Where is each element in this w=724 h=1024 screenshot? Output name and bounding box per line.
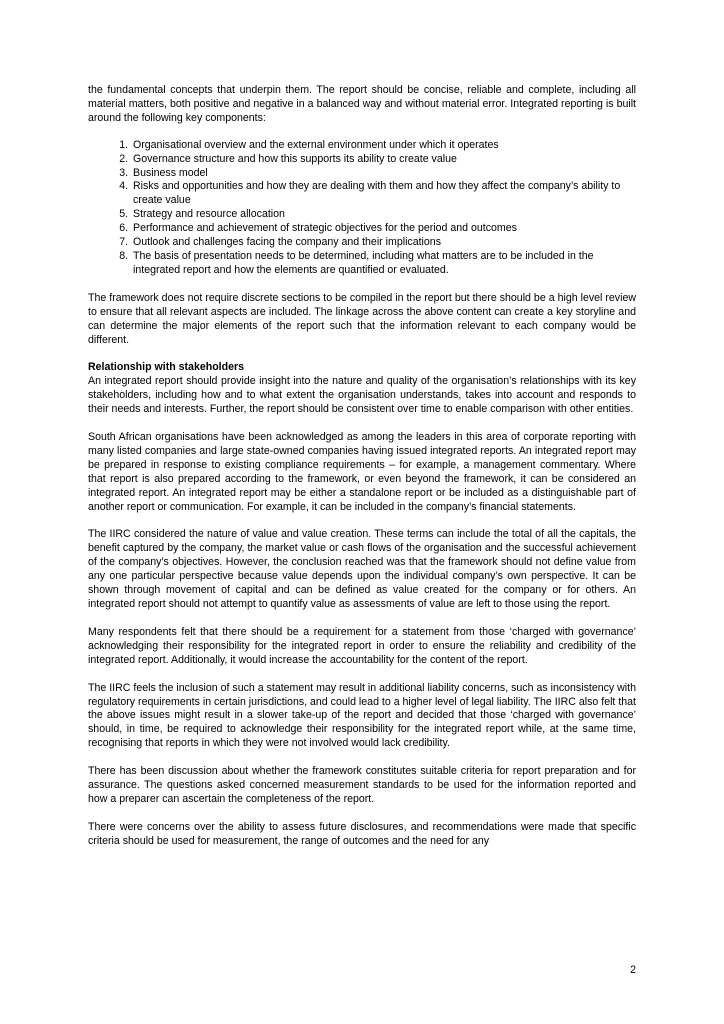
south-africa-paragraph: South African organisations have been acknowledged as among the leaders in this area of corporate reporting with many listed companies and large state-owned companies having issued integrated reports. An integrated report may be prepared in response to existing compliance requirements – for example, a management commentary. Where that report is also prepared according to the framework, or even beyond the framework, it can be considered an integrated report. An integrated report may be either a standalone report or be included as a distinguishable part of another report or communication. For example, it can be included in the company’s financial statements. [88, 431, 636, 513]
list-item: 2. Governance structure and how this supports its ability to create value [131, 153, 636, 167]
intro-paragraph: the fundamental concepts that underpin them. The report should be concise, reliable and complete, including all material matters, both positive and negative in a balanced way and without material error. Integrated reporting is built around the following key components: [88, 84, 636, 124]
list-item: 8. The basis of presentation needs to be determined, including what matters are to be included in the integrated report and how the elements are quantified or evaluated. [131, 250, 636, 278]
list-item: 3. Business model [131, 167, 636, 181]
list-item: 4. Risks and opportunities and how they are dealing with them and how they affect the company’s ability to create value [131, 180, 636, 208]
list-item: 7. Outlook and challenges facing the company and their implications [131, 236, 636, 250]
iirc-value-paragraph: The IIRC considered the nature of value and value creation. These terms can include the total of all the capitals, the benefit captured by the company, the market value or cash flows of the organisation and the successful achievement of the company’s objectives. However, the conclusion reached was that the framework should not define value from any one particular perspective because value depends upon the individual company’s own perspective. It can be shown through movement of capital and can be defined as value created for the company or for others. An integrated report should not attempt to quantify value as assessments of value are left to those using the report. [88, 528, 636, 610]
section-heading: Relationship with stakeholders [88, 361, 244, 374]
respondents-paragraph: Many respondents felt that there should be a requirement for a statement from those ‘charged with governance’ acknowledging their responsibility for the integrated report in order to ensure the reliability and credibility of the integrated report. Additionally, it would increase the accountability for the content of the report. [88, 625, 636, 666]
iirc-liability-paragraph: The IIRC feels the inclusion of such a statement may result in additional liability concerns, such as inconsistency with regulatory requirements in certain jurisdictions, and could lead to a higher level of legal liability. The IIRC also felt that the above issues might result in a slower take-up of the report and decided that those ‘charged with governance’ should, in time, be required to acknowledge their responsibility for the integrated report while, at the same time, recognising that reports in which they were not involved would lack credibility. [88, 681, 636, 750]
stakeholders-paragraph: An integrated report should provide insight into the nature and quality of the organisation’s relationships with its key stakeholders, including how and to what extent the organisation understands, takes into account and responds to their needs and interests. Further, the report should be consistent over time to enable comparison with other entities. [88, 375, 636, 416]
framework-paragraph: The framework does not require discrete sections to be compiled in the report but there should be a high level review to ensure that all relevant aspects are included. The linkage across the above content can create a key storyline and can determine the major elements of the report such that the information relevant to each company would be different. [88, 291, 636, 346]
key-components-list [88, 139, 636, 278]
page-number: 2 [630, 964, 636, 976]
list-item: 6. Performance and achievement of strategic objectives for the period and outcomes [131, 222, 636, 236]
document-page [88, 84, 636, 849]
criteria-paragraph: There has been discussion about whether the framework constitutes suitable criteria for report preparation and for assurance. The questions asked concerned measurement standards to be used for the information reported and how a preparer can ascertain the completeness of the report. [88, 765, 636, 805]
list-item: 5. Strategy and resource allocation [131, 208, 636, 222]
list-item: 1. Organisational overview and the external environment under which it operates [131, 139, 636, 153]
concerns-paragraph: There were concerns over the ability to assess future disclosures, and recommendations were made that specific criteria should be used for measurement, the range of outcomes and the need for any [88, 820, 636, 847]
